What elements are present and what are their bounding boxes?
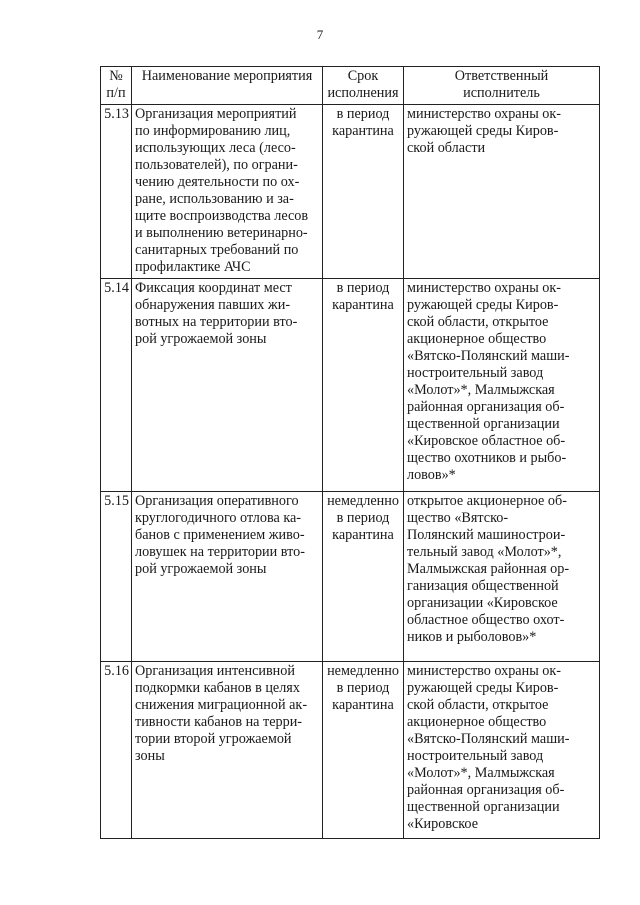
measure-name-cell bbox=[132, 279, 323, 492]
cell-line: Малмыжская районная ор- bbox=[407, 561, 570, 577]
cell-line: областное общество охот- bbox=[407, 612, 565, 628]
cell-line: ностроительный завод bbox=[407, 748, 544, 764]
cell-line: карантина bbox=[332, 697, 394, 713]
cell-line: ской области bbox=[407, 140, 486, 156]
cell-line: пользователей), по ограни- bbox=[135, 157, 298, 173]
cell-line: Полянский машинострои- bbox=[407, 527, 566, 543]
row-number: 5.15 bbox=[101, 492, 132, 662]
measure-name-cell bbox=[132, 662, 323, 839]
cell-line: немедленно bbox=[327, 663, 399, 679]
cell-line: ской области, открытое bbox=[407, 314, 549, 330]
cell-line: «Вятско-Полянский маши- bbox=[407, 731, 570, 747]
cell-line: министерство охраны ок- bbox=[407, 106, 561, 122]
table-row bbox=[101, 492, 600, 662]
cell-line: чению деятельности по ох- bbox=[135, 174, 300, 190]
cell-line: ружающей среды Киров- bbox=[407, 123, 559, 139]
cell-line: министерство охраны ок- bbox=[407, 280, 561, 296]
measures-table bbox=[100, 66, 600, 839]
cell-line: зоны bbox=[135, 748, 165, 764]
cell-line: Организация интенсивной bbox=[135, 663, 295, 679]
cell-line: в период bbox=[336, 680, 390, 696]
cell-line: банов с применением живо- bbox=[135, 527, 305, 543]
cell-line: карантина bbox=[332, 297, 394, 313]
cell-line: обнаружения павших жи- bbox=[135, 297, 291, 313]
row-number: 5.13 bbox=[101, 105, 132, 279]
cell-line: тивности кабанов на терри- bbox=[135, 714, 303, 730]
cell-line: карантина bbox=[332, 123, 394, 139]
cell-line: в период bbox=[336, 280, 390, 296]
header-term bbox=[323, 67, 404, 105]
cell-line: ганизация общественной bbox=[407, 578, 559, 594]
header-line: п/п bbox=[106, 85, 126, 101]
header-line: исполнения bbox=[327, 85, 399, 101]
cell-line: по информированию лиц, bbox=[135, 123, 291, 139]
cell-line: министерство охраны ок- bbox=[407, 663, 561, 679]
cell-line: акционерное общество bbox=[407, 714, 547, 730]
header-responsible bbox=[404, 67, 600, 105]
cell-line: ловушек на территории вто- bbox=[135, 544, 305, 560]
header-line: исполнитель bbox=[463, 85, 540, 101]
cell-line: ружающей среды Киров- bbox=[407, 297, 559, 313]
cell-line: Фиксация координат мест bbox=[135, 280, 292, 296]
cell-line: ране, использованию и за- bbox=[135, 191, 294, 207]
header-line: Срок bbox=[347, 68, 379, 84]
header-line: Ответственный bbox=[454, 68, 549, 84]
header-name bbox=[132, 67, 323, 105]
measure-name-cell bbox=[132, 105, 323, 279]
cell-line: «Молот»*, Малмыжская bbox=[407, 382, 555, 398]
cell-line: щество «Вятско- bbox=[407, 510, 509, 526]
cell-line: в период bbox=[336, 510, 390, 526]
cell-line: щите воспроизводства лесов bbox=[135, 208, 309, 224]
table-row bbox=[101, 105, 600, 279]
header-num bbox=[101, 67, 132, 105]
deadline-cell bbox=[323, 492, 404, 662]
table-header-row bbox=[101, 67, 600, 105]
responsible-cell bbox=[404, 279, 600, 492]
cell-line: Организация мероприятий bbox=[135, 106, 297, 122]
cell-line: санитарных требований по bbox=[135, 242, 299, 258]
row-number: 5.14 bbox=[101, 279, 132, 492]
cell-line: и выполнению ветеринарно- bbox=[135, 225, 308, 241]
header-line: № bbox=[109, 68, 123, 84]
cell-line: организации «Кировское bbox=[407, 595, 558, 611]
cell-line: рой угрожаемой зоны bbox=[135, 331, 267, 347]
cell-line: немедленно bbox=[327, 493, 399, 509]
row-number: 5.16 bbox=[101, 662, 132, 839]
responsible-cell bbox=[404, 105, 600, 279]
cell-line: снижения миграционной ак- bbox=[135, 697, 308, 713]
page-number: 7 bbox=[316, 27, 324, 42]
table-row bbox=[101, 662, 600, 839]
deadline-cell bbox=[323, 662, 404, 839]
cell-line: ской области, открытое bbox=[407, 697, 549, 713]
deadline-cell bbox=[323, 279, 404, 492]
responsible-cell bbox=[404, 662, 600, 839]
cell-line: использующих леса (лесо- bbox=[135, 140, 296, 156]
cell-line: тории второй угрожаемой bbox=[135, 731, 292, 747]
header-line: Наименование мероприятия bbox=[141, 68, 313, 84]
cell-line: ловов»* bbox=[407, 467, 456, 483]
cell-line: районная организация об- bbox=[407, 399, 565, 415]
cell-line: районная организация об- bbox=[407, 782, 565, 798]
cell-line: щество охотников и рыбо- bbox=[407, 450, 567, 466]
cell-line: ностроительный завод bbox=[407, 365, 544, 381]
cell-line: «Кировское bbox=[407, 816, 478, 832]
measure-name-cell bbox=[132, 492, 323, 662]
deadline-cell bbox=[323, 105, 404, 279]
cell-line: в период bbox=[336, 106, 390, 122]
cell-line: акционерное общество bbox=[407, 331, 547, 347]
cell-line: тельный завод «Молот»*, bbox=[407, 544, 562, 560]
cell-line: Организация оперативного bbox=[135, 493, 299, 509]
cell-line: щественной организации bbox=[407, 799, 560, 815]
cell-line: «Молот»*, Малмыжская bbox=[407, 765, 555, 781]
cell-line: рой угрожаемой зоны bbox=[135, 561, 267, 577]
table-row bbox=[101, 279, 600, 492]
responsible-cell bbox=[404, 492, 600, 662]
cell-line: «Кировское областное об- bbox=[407, 433, 566, 449]
cell-line: «Вятско-Полянский маши- bbox=[407, 348, 570, 364]
cell-line: профилактике АЧС bbox=[135, 259, 251, 275]
cell-line: карантина bbox=[332, 527, 394, 543]
cell-line: вотных на территории вто- bbox=[135, 314, 298, 330]
cell-line: ников и рыболовов»* bbox=[407, 629, 537, 645]
cell-line: щественной организации bbox=[407, 416, 560, 432]
cell-line: подкормки кабанов в целях bbox=[135, 680, 300, 696]
cell-line: открытое акционерное об- bbox=[407, 493, 567, 509]
cell-line: круглогодичного отлова ка- bbox=[135, 510, 302, 526]
cell-line: ружающей среды Киров- bbox=[407, 680, 559, 696]
